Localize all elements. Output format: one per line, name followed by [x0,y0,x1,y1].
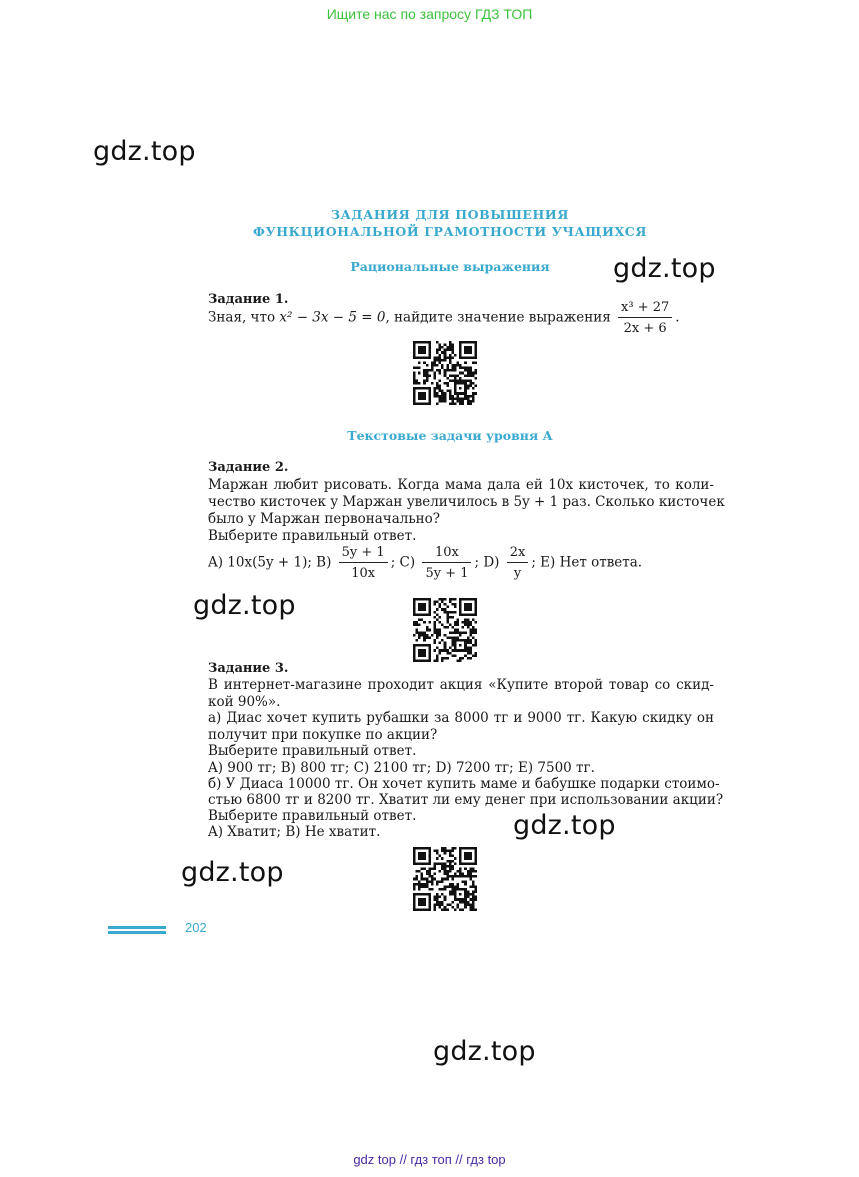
page-heading-line-1: ЗАДАНИЯ ДЛЯ ПОВЫШЕНИЯ [331,207,569,222]
page-number-rule [108,931,166,934]
option-c-numerator: 10x [422,545,471,563]
task-3-line-3: а) Диас хочет купить рубашки за 8000 тг и 9000 тг. Какую скидку он [208,710,714,726]
task-1-title: Задание 1. [208,292,289,307]
task-2-option-a: A) 10x(5y + 1); B) [208,554,332,571]
task-3-line-1: В интернет-магазине проходит акция «Купите второй товар со скид- [208,677,714,693]
task-3-title: Задание 3. [208,661,289,676]
task-2-line-3: было у Маржан первоначально? [208,511,441,527]
option-b-denominator: 10x [351,566,376,581]
task-3-line-5: б) У Диаса 10000 тг. Он хочет купить маме и бабушке подарки стоимо- [208,776,720,792]
watermark: gdz.top [93,136,196,167]
task-1-fraction-denominator: 2x + 6 [623,321,667,336]
section-title-word-problems: Текстовые задачи уровня А [347,428,553,443]
page-heading-line-2: ФУНКЦИОНАЛЬНОЙ ГРАМОТНОСТИ УЧАЩИХСЯ [253,224,647,239]
watermark: gdz.top [181,857,284,888]
task-3-answers-2: A) Хватит; B) Не хватит. [208,824,381,840]
footer-links[interactable]: gdz top // гдз топ // гдз top [353,1152,506,1167]
watermark: gdz.top [193,590,296,621]
task-1-fraction [618,300,672,336]
task-3-prompt-2: Выберите правильный ответ. [208,808,417,824]
task-2-option-c-fraction [422,545,471,581]
page-number-rule [108,926,166,929]
task-1-equation: x² − 3x − 5 = 0 [279,309,386,326]
task-2-option-e: ; E) Нет ответа. [531,554,643,571]
task-2-prompt: Выберите правильный ответ. [208,528,417,544]
task-2-line-2: чество кисточек у Маржан увеличилось в 5y + 1 раз. Сколько кисточек [208,494,725,510]
task-3-line-2: кой 90%». [208,694,281,710]
qr-code-task-3[interactable] [413,847,477,911]
task-2-option-d-label: ; D) [474,554,500,571]
task-2-option-b-fraction [339,545,388,581]
task-3-line-4: получит при покупке по акции? [208,727,438,743]
task-2-option-c-label: ; C) [390,554,416,571]
option-d-numerator: 2x [507,545,529,563]
search-banner[interactable]: Ищите нас по запросу ГДЗ ТОП [326,6,533,22]
task-2-option-d-fraction [507,545,529,581]
task-1-text-after: , найдите значение выражения [385,309,611,326]
qr-code-task-1[interactable] [413,341,477,405]
task-1-text-before: Зная, что [208,309,280,326]
task-3-line-6: стью 6800 тг и 8200 тг. Хватит ли ему денег при использовании акции? [208,792,724,808]
task-3-answers-1: A) 900 тг; B) 800 тг; C) 2100 тг; D) 7200 тг; E) 7500 тг. [208,760,595,776]
page-number: 202 [185,920,207,935]
qr-code-task-2[interactable] [413,598,477,662]
watermark: gdz.top [513,810,616,841]
option-c-denominator: 5y + 1 [425,566,469,581]
task-1-statement: Зная, что x² − 3x − 5 = 0, найдите значение выражения $\frac{\text{x³ + 27}}{2x + 6}$ . [208,300,680,336]
option-d-denominator: y [513,566,522,581]
section-title-rational-expressions: Рациональные выражения [350,259,550,274]
task-1-fraction-numerator: x³ + 27 [618,300,672,318]
watermark: gdz.top [613,253,716,284]
task-2-title: Задание 2. [208,460,289,475]
task-3-prompt-1: Выберите правильный ответ. [208,743,417,759]
watermark: gdz.top [433,1036,536,1067]
task-2-answer-options [208,545,642,581]
task-2-line-1: Маржан любит рисовать. Когда мама дала ей 10x кисточек, то коли- [208,477,714,493]
option-b-numerator: 5y + 1 [339,545,388,563]
